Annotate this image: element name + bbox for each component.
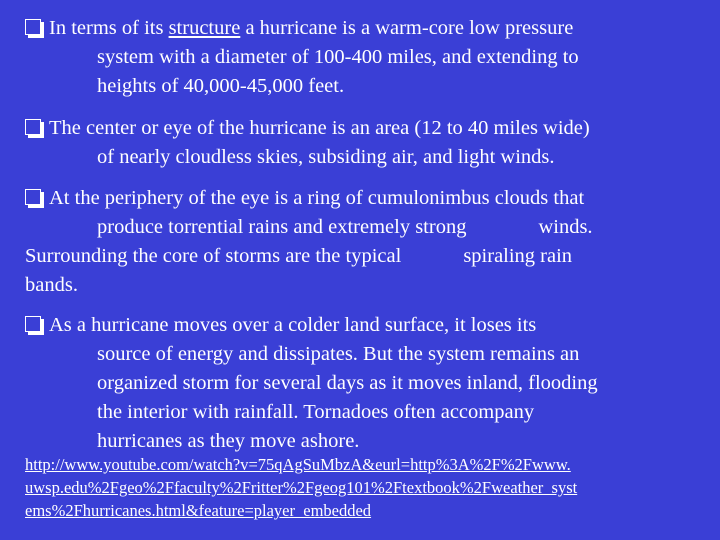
- youtube-video-link[interactable]: [25, 453, 715, 522]
- checkbox-bullet-icon: [25, 19, 41, 35]
- link-line[interactable]: uwsp.edu%2Fgeo%2Ffaculty%2Fritter%2Fgeog101%2Ftextbook%2Fweather_syst: [25, 478, 578, 497]
- bullet-periphery: [25, 184, 715, 300]
- link-line[interactable]: ems%2Fhurricanes.html&feature=player_embedded: [25, 501, 372, 520]
- bullet-line: heights of 40,000-45,000 feet.: [97, 75, 345, 97]
- bullet-structure: [25, 14, 715, 101]
- link-line[interactable]: http://www.youtube.com/watch?v=75qAgSuMbzA&eurl=http%3A%2F%2Fwww.: [25, 455, 571, 474]
- bullet-line: Surrounding the core of storms are the typical spiraling rain: [25, 245, 573, 267]
- checkbox-bullet-icon: [25, 189, 41, 205]
- bullet-eye: [25, 114, 715, 172]
- bullet-line: the interior with rainfall. Tornadoes often accompany: [97, 401, 535, 423]
- bullet-line: In terms of its structure a hurricane is a warm-core low pressure: [25, 14, 715, 43]
- bullet-line: source of energy and dissipates. But the system remains an: [97, 343, 580, 365]
- bullet-line: The center or eye of the hurricane is an area (12 to 40 miles wide): [25, 114, 715, 143]
- bullet-line: bands.: [25, 274, 78, 296]
- underlined-term: structure: [168, 17, 241, 39]
- bullet-line: organized storm for several days as it moves inland, flooding: [97, 372, 598, 394]
- bullet-line: system with a diameter of 100-400 miles, and extending to: [97, 46, 579, 68]
- bullet-line: produce torrential rains and extremely strong winds.: [97, 216, 593, 238]
- bullet-line: As a hurricane moves over a colder land surface, it loses its: [25, 311, 715, 340]
- bullet-line: At the periphery of the eye is a ring of cumulonimbus clouds that: [25, 184, 715, 213]
- checkbox-bullet-icon: [25, 119, 41, 135]
- checkbox-bullet-icon: [25, 316, 41, 332]
- bullet-landfall: [25, 311, 715, 456]
- bullet-line: hurricanes as they move ashore.: [97, 430, 360, 452]
- bullet-line: of nearly cloudless skies, subsiding air, and light winds.: [97, 146, 555, 168]
